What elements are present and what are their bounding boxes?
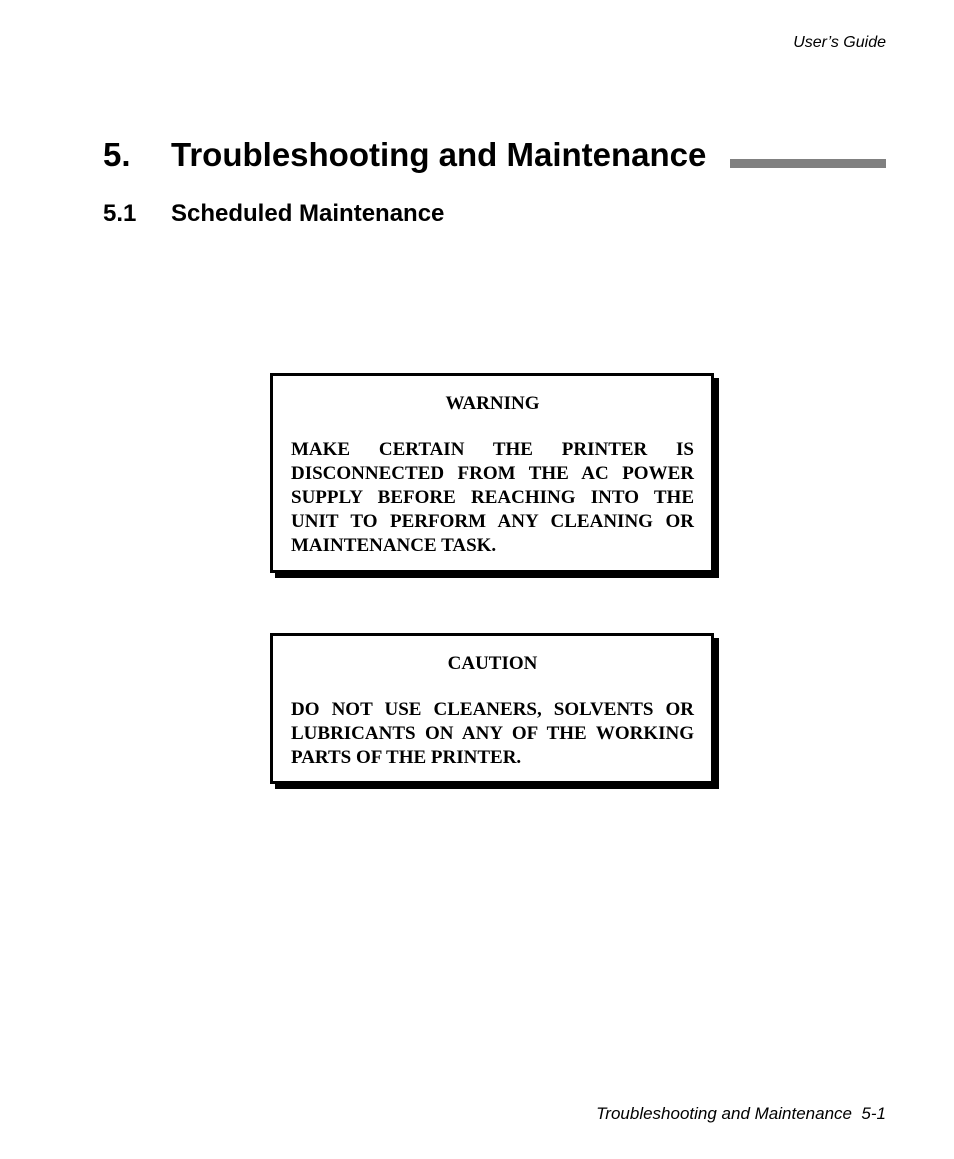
chapter-heading xyxy=(103,135,886,175)
section-heading xyxy=(103,199,703,229)
section-number: 5.1 xyxy=(103,200,137,227)
warning-box xyxy=(270,373,714,573)
warning-text: MAKE CERTAIN THE PRINTER IS DISCONNECTED FROM THE AC POWER SUPPLY BEFORE REACHING INTO THE UNIT TO PERFORM ANY CLEANING OR MAINTENANCE TASK. xyxy=(291,439,694,556)
chapter-title: Troubleshooting and Maintenance xyxy=(171,136,707,173)
caution-box xyxy=(270,633,714,784)
chapter-number: 5. xyxy=(103,136,131,173)
warning-title: WARNING xyxy=(445,393,540,414)
caution-title: CAUTION xyxy=(447,653,538,674)
running-header: User’s Guide xyxy=(793,34,886,51)
chapter-rule xyxy=(730,159,886,168)
caution-text: DO NOT USE CLEANERS, SOLVENTS OR LUBRICANTS ON ANY OF THE WORKING PARTS OF THE PRINTER. xyxy=(291,699,694,768)
running-footer: Troubleshooting and Maintenance 5-1 xyxy=(596,1104,886,1123)
section-title: Scheduled Maintenance xyxy=(171,200,445,227)
